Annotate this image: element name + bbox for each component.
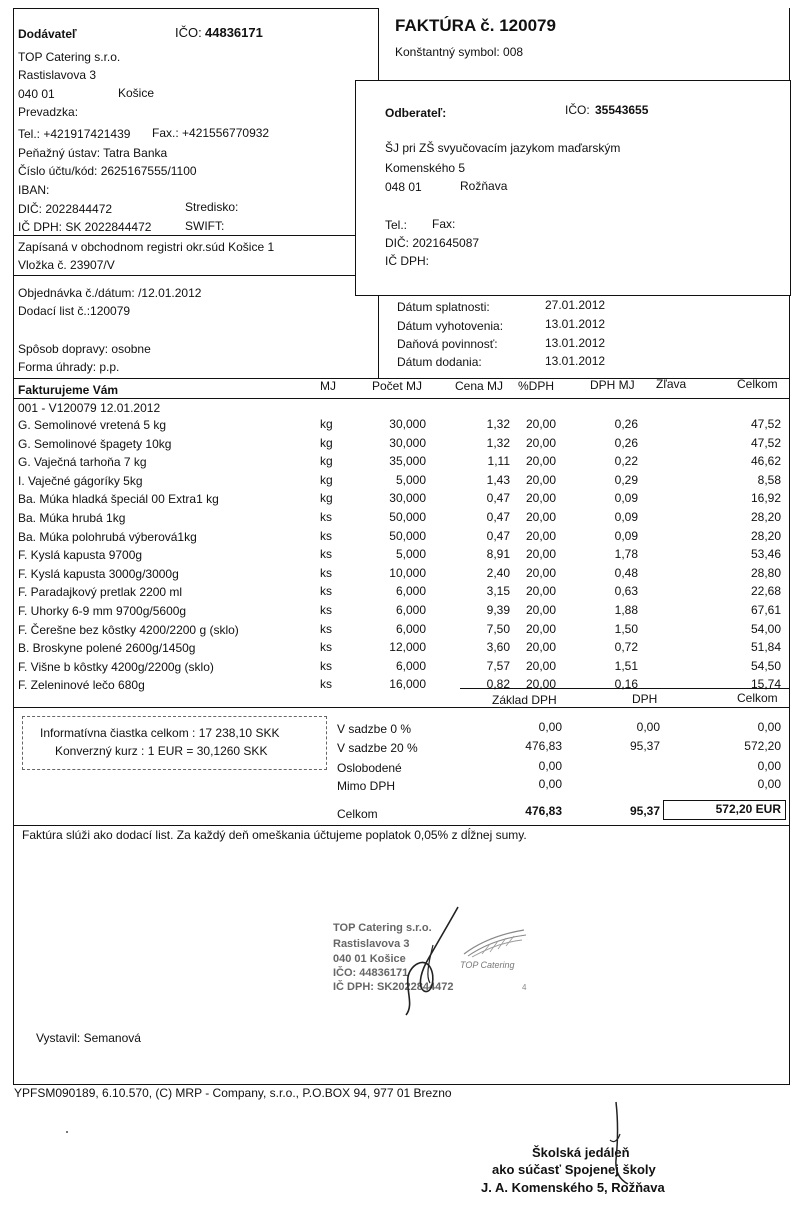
supplier-stredisko: Stredisko:	[185, 200, 239, 214]
item-vat-unit: 0,16	[614, 677, 638, 692]
grand-total: 572,20 EUR	[715, 802, 781, 816]
payment-method: Forma úhrady: p.p.	[18, 360, 120, 374]
item-vat-unit: 0,09	[614, 510, 638, 524]
info-total: Informatívna čiastka celkom : 17 238,10 SKK	[40, 726, 280, 740]
item-vat-pct: 20,00	[525, 417, 556, 431]
item-unit: ks	[320, 528, 332, 543]
item-total: 46,62	[750, 454, 781, 469]
issue-date: 13.01.2012	[545, 317, 606, 331]
item-unit: ks	[320, 547, 332, 562]
grand-total-label: Celkom	[337, 807, 378, 821]
item-qty: 16,000	[389, 677, 426, 692]
col-header-qty: Počet MJ	[372, 379, 423, 393]
item-unit-price: 0,82	[486, 677, 510, 692]
item-vat-pct: 20,00	[525, 584, 556, 599]
customer-tel: Tel.:	[385, 218, 408, 232]
note-line	[13, 825, 790, 826]
supplier-zip: 040 01	[18, 87, 55, 101]
item-unit-price: 3,60	[486, 640, 510, 655]
outer-top-border	[13, 8, 378, 9]
stamp-logo-text: TOP Catering	[460, 960, 515, 970]
supplier-street: Rastislavova 3	[18, 68, 97, 82]
item-vat-pct: 20,00	[525, 472, 556, 487]
item-unit: ks	[320, 640, 332, 655]
item-unit: kg	[320, 472, 333, 487]
outer-left-border	[13, 8, 14, 1085]
col-header-unit-price: Cena MJ	[455, 379, 504, 393]
item-vat-unit: 0,26	[614, 435, 638, 450]
item-vat-unit: 1,78	[614, 547, 638, 562]
supplier-vlozka: Vložka č. 23907/V	[18, 258, 115, 272]
delivery-date: 13.01.2012	[545, 354, 606, 368]
col-header-vat-pct: %DPH	[518, 379, 555, 393]
item-total: 67,61	[750, 603, 781, 617]
item-name: F. Uhorky 6-9 mm 9700g/5600g	[18, 604, 187, 618]
summary-total: 0,00	[757, 759, 781, 773]
item-vat-pct: 20,00	[525, 491, 556, 506]
stamp-logo-icon	[462, 928, 528, 958]
supplier-name: TOP Catering s.r.o.	[18, 50, 121, 64]
item-name: I. Vaječné gágoríky 5kg	[18, 473, 143, 488]
col-header-total: Celkom	[737, 377, 778, 391]
item-total: 28,20	[750, 528, 781, 543]
supplier-register: Zapísaná v obchodnom registri okr.súd Košice 1	[18, 240, 275, 254]
item-vat-pct: 20,00	[525, 547, 556, 562]
item-unit: kg	[320, 435, 333, 450]
item-vat-pct: 20,00	[525, 640, 556, 655]
item-vat-unit: 0,63	[614, 584, 638, 599]
item-name: F. Paradajkový pretlak 2200 ml	[18, 585, 183, 600]
item-unit-price: 0,47	[486, 491, 510, 506]
item-total: 22,68	[750, 584, 781, 599]
item-name: F. Kyslá kapusta 9700g	[18, 548, 143, 563]
register-line-top	[13, 235, 355, 236]
item-total: 28,20	[750, 510, 781, 524]
supplier-icdph: IČ DPH: SK 2022844472	[18, 220, 152, 234]
order-line: Objednávka č./dátum: /12.01.2012	[18, 286, 202, 300]
item-unit-price: 1,43	[486, 472, 510, 487]
summary-total: 0,00	[757, 720, 781, 734]
supplier-dic: DIČ: 2022844472	[18, 202, 113, 216]
item-vat-unit: 0,26	[614, 417, 638, 431]
tax-date-label: Daňová povinnosť:	[397, 337, 498, 351]
item-vat-pct: 20,00	[525, 565, 556, 580]
item-unit-price: 3,15	[486, 584, 510, 599]
item-unit: ks	[320, 510, 332, 524]
item-unit-price: 1,11	[487, 454, 510, 469]
summary-vat: 95,37	[629, 739, 660, 753]
item-total: 15,74	[750, 677, 781, 692]
issued-by: Vystavil: Semanová	[36, 1031, 141, 1045]
grand-total-vat: 95,37	[629, 804, 660, 818]
item-total: 54,00	[750, 621, 781, 636]
item-qty: 50,000	[389, 528, 426, 543]
footer-stamp-line-2: ako súčasť Spojenej školy	[492, 1162, 656, 1177]
item-unit: kg	[320, 417, 333, 431]
item-vat-pct: 20,00	[525, 510, 556, 524]
summary-total: 0,00	[757, 777, 781, 791]
item-qty: 30,000	[389, 435, 426, 450]
summary-header-total: Celkom	[737, 691, 778, 705]
summary-base: 0,00	[538, 720, 562, 734]
summary-header-base: Základ DPH	[492, 693, 557, 707]
customer-name: ŠJ pri ZŠ svyučovacím jazykom maďarským	[385, 141, 621, 155]
delivery-date-label: Dátum dodania:	[397, 355, 482, 369]
item-name: Ba. Múka polohrubá výberová1kg	[18, 529, 197, 544]
group-line: 001 - V120079 12.01.2012	[18, 401, 161, 415]
item-unit: ks	[320, 621, 332, 636]
info-rate: Konverzný kurz : 1 EUR = 30,1260 SKK	[55, 744, 268, 758]
item-unit: kg	[320, 454, 333, 469]
item-vat-pct: 20,00	[525, 435, 556, 450]
summary-total: 572,20	[744, 739, 781, 753]
item-name: G. Semolinové vretená 5 kg	[18, 418, 167, 432]
item-unit: ks	[320, 565, 332, 580]
supplier-heading: Dodávateľ	[18, 27, 77, 41]
item-unit: ks	[320, 584, 332, 599]
item-vat-pct: 20,00	[525, 603, 556, 617]
customer-heading: Odberateľ:	[385, 106, 447, 120]
item-vat-unit: 0,48	[614, 565, 638, 580]
customer-zip: 048 01	[385, 180, 422, 194]
footer-stamp-line-1: Školská jedáleň	[532, 1145, 630, 1160]
item-unit-price: 9,39	[486, 603, 510, 617]
customer-dic: DIČ: 2021645087	[385, 236, 480, 250]
item-qty: 6,000	[395, 584, 426, 599]
item-name: F. Višne b kôstky 4200g/2200g (sklo)	[18, 659, 214, 674]
item-vat-pct: 20,00	[525, 658, 556, 673]
stamp-line-1: TOP Catering s.r.o.	[333, 922, 432, 934]
item-vat-unit: 0,72	[614, 640, 638, 655]
item-unit-price: 1,32	[486, 417, 510, 431]
grand-total-base: 476,83	[525, 804, 562, 818]
item-total: 47,52	[750, 417, 781, 431]
supplier-fax: Fax.: +421556770932	[152, 126, 270, 140]
customer-fax: Fax:	[432, 217, 456, 231]
item-name: G. Vaječná tarhoňa 7 kg	[18, 455, 147, 470]
customer-ico: 35543655	[595, 103, 649, 117]
item-qty: 6,000	[395, 621, 426, 636]
item-vat-unit: 0,09	[614, 491, 638, 506]
tax-date: 13.01.2012	[545, 336, 606, 350]
summary-rate-label: Mimo DPH	[337, 779, 396, 793]
item-vat-unit: 1,51	[614, 658, 638, 673]
item-total: 53,46	[750, 547, 781, 562]
item-total: 16,92	[750, 491, 781, 506]
stamp-line-4: IČO: 44836171	[333, 967, 409, 979]
item-name: Ba. Múka hrubá 1kg	[18, 511, 126, 525]
summary-vat: 0,00	[636, 720, 660, 734]
item-total: 28,80	[750, 565, 781, 580]
item-vat-unit: 0,09	[614, 528, 638, 543]
item-total: 54,50	[750, 658, 781, 673]
col-header-unit: MJ	[320, 379, 336, 393]
item-unit-price: 7,50	[486, 621, 510, 636]
item-total: 51,84	[750, 640, 781, 655]
supplier-phone: Tel.: +421917421439	[18, 127, 131, 141]
item-unit-price: 0,47	[486, 510, 510, 524]
item-name: F. Zeleninové lečo 680g	[18, 678, 145, 693]
item-unit: ks	[320, 658, 332, 673]
table-header-line-bottom	[13, 398, 790, 399]
outer-bottom-border	[13, 1084, 790, 1085]
summary-base: 0,00	[538, 777, 562, 791]
summary-rate-label: Oslobodené	[337, 761, 402, 775]
item-name: B. Broskyne polené 2600g/1450g	[18, 641, 196, 656]
item-qty: 5,000	[395, 547, 426, 562]
item-qty: 50,000	[389, 510, 426, 524]
item-vat-unit: 1,88	[614, 603, 638, 617]
summary-header-vat: DPH	[632, 692, 658, 706]
info-box	[22, 716, 327, 770]
item-vat-pct: 20,00	[525, 677, 556, 692]
item-unit: kg	[320, 491, 333, 506]
delivery-note: Dodací list č.:120079	[18, 304, 131, 318]
col-header-vat-unit: DPH MJ	[590, 378, 635, 392]
summary-section-line	[13, 707, 790, 708]
item-unit-price: 7,57	[486, 658, 510, 673]
payment-note: Faktúra slúži ako dodací list. Za každý deň omeškania účtujeme poplatok 0,05% z dĺžnej sumy.	[22, 828, 527, 842]
summary-base: 476,83	[525, 739, 562, 753]
item-qty: 6,000	[395, 603, 426, 617]
col-header-item: Fakturujeme Vám	[18, 383, 119, 397]
stamp-line-3: 040 01 Košice	[333, 953, 406, 965]
supplier-ico: 44836171	[205, 25, 263, 40]
item-qty: 35,000	[389, 454, 426, 469]
customer-street: Komenského 5	[385, 161, 466, 175]
item-unit: ks	[320, 677, 332, 692]
stamp-line-2: Rastislavova 3	[333, 938, 410, 950]
item-qty: 12,000	[389, 640, 426, 655]
invoice-const-symbol: Konštantný symbol: 008	[395, 45, 524, 59]
invoice-title: FAKTÚRA č. 120079	[395, 16, 556, 35]
item-vat-unit: 0,29	[614, 472, 638, 487]
footer-signature-mark	[598, 1100, 638, 1190]
supplier-bank: Peňažný ústav: Tatra Banka	[18, 146, 168, 160]
stamp-line-5: IČ DPH: SK2022844472	[333, 981, 454, 993]
supplier-swift: SWIFT:	[185, 219, 225, 233]
supplier-city: Košice	[118, 86, 155, 100]
customer-city: Rožňava	[460, 179, 508, 193]
item-vat-pct: 20,00	[525, 528, 556, 543]
item-qty: 5,000	[395, 472, 426, 487]
item-vat-unit: 1,50	[614, 621, 638, 636]
item-qty: 30,000	[389, 491, 426, 506]
item-total: 47,52	[750, 435, 781, 450]
item-name: F. Kyslá kapusta 3000g/3000g	[18, 566, 179, 581]
item-vat-unit: 0,22	[614, 454, 638, 469]
item-unit-price: 2,40	[486, 565, 510, 580]
stamp-small-mark: 4	[522, 983, 527, 992]
summary-rate-label: V sadzbe 20 %	[337, 741, 418, 755]
item-name: Ba. Múka hladká špeciál 00 Extra1 kg	[18, 492, 219, 507]
item-qty: 10,000	[389, 565, 426, 580]
supplier-iban: IBAN:	[18, 183, 50, 197]
register-line-bottom	[13, 275, 355, 276]
issue-date-label: Dátum vyhotovenia:	[397, 319, 504, 333]
due-date-label: Dátum splatnosti:	[397, 300, 490, 314]
item-unit-price: 0,47	[486, 528, 510, 543]
supplier-ico-label: IČO:	[175, 25, 202, 40]
supplier-branch: Prevadzka:	[18, 105, 79, 119]
summary-rate-label: V sadzbe 0 %	[337, 722, 412, 736]
footer-stamp-line-3: J. A. Komenského 5, Rožňava	[481, 1180, 665, 1195]
item-vat-pct: 20,00	[525, 454, 556, 469]
software-line: YPFSM090189, 6.10.570, (C) MRP - Company, s.r.o., P.O.BOX 94, 977 01 Brezno	[14, 1086, 452, 1100]
item-unit-price: 8,91	[486, 547, 510, 562]
customer-ico-label: IČO:	[565, 103, 590, 117]
item-unit-price: 1,32	[486, 435, 510, 450]
item-name: G. Semolinové špagety 10kg	[18, 436, 172, 451]
col-header-discount: Zľava	[656, 377, 687, 391]
summary-base: 0,00	[538, 759, 562, 773]
due-date: 27.01.2012	[545, 298, 606, 312]
item-unit: ks	[320, 603, 332, 617]
signature-mark	[378, 905, 468, 1020]
item-qty: 6,000	[395, 658, 426, 673]
transport-method: Spôsob dopravy: osobne	[18, 342, 151, 356]
item-total: 8,58	[757, 472, 781, 487]
item-vat-pct: 20,00	[525, 621, 556, 636]
supplier-account: Číslo účtu/kód: 2625167555/1100	[18, 164, 197, 178]
scan-speck	[66, 1131, 68, 1133]
customer-icdph: IČ DPH:	[385, 254, 430, 268]
item-name: F. Čerešne bez kôstky 4200/2200 g (sklo)	[18, 622, 239, 637]
item-qty: 30,000	[389, 417, 426, 431]
